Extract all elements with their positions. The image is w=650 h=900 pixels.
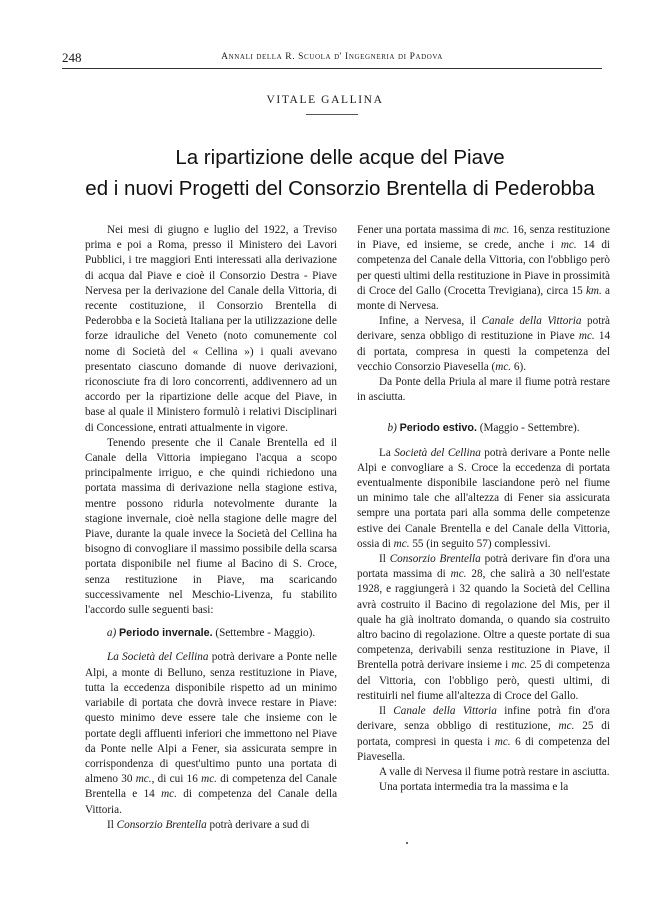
subsection-months: (Settembre - Maggio). xyxy=(215,627,316,640)
paragraph: Una portata intermedia tra la massima e la xyxy=(379,781,569,794)
unit: mc. xyxy=(494,735,511,748)
article-title-line-1: La ripartizione delle acque del Piave xyxy=(175,146,505,169)
text: 6). xyxy=(513,360,527,373)
right-column xyxy=(357,223,610,795)
paragraph xyxy=(357,704,610,765)
text: 55 (in seguito 57) complessivi. xyxy=(412,537,551,550)
italic-term: Società del Cellina xyxy=(394,446,481,459)
paragraph xyxy=(357,446,610,552)
unit: mc. xyxy=(135,773,152,786)
author-divider xyxy=(306,114,358,115)
italic-term: Canale della Vittoria xyxy=(481,315,582,328)
unit: km. xyxy=(585,284,602,297)
subsection-heading-winter xyxy=(85,626,337,641)
unit: mc. xyxy=(511,659,528,672)
page-number: 248 xyxy=(62,50,82,65)
text: 6 di competenza del Piavesella. xyxy=(357,735,610,763)
running-head xyxy=(62,50,602,66)
text: potrà derivare a Ponte nelle Alpi, a monte di Belluno, senza restituzione in Piave, tutta la eccedenza disponibile rispetto ad un minimo variabile di portata che dovrà invece restare in Piave: questo minimo deve essere tale che insieme con le portate degli affluenti inferiori che immettono nel Piave da Ponte nelle Alpi a Fener, sia assicurata sempre in corrispondenza di quest'ultimo punto una portata di almeno 30 xyxy=(85,651,338,786)
journal-title: Annali della R. Scuola d' Ingegneria di Padova xyxy=(221,52,443,62)
text: potrà derivare fin d'ora una portata massima di xyxy=(357,553,611,581)
subsection-title: Periodo invernale. xyxy=(118,627,213,640)
text: La xyxy=(379,446,391,459)
unit: mc. xyxy=(450,568,467,581)
text: 25 di competenza del Vittoria, con l'obbligo però, questi ultimi, di restituirli nel fiume all'altezza di Croce del Gallo. xyxy=(357,659,611,702)
subsection-months: (Maggio - Settembre). xyxy=(479,422,580,435)
header-rule xyxy=(62,68,602,69)
unit: mc. xyxy=(201,773,217,786)
text: , di cui 16 xyxy=(151,773,198,786)
paragraph xyxy=(357,223,610,314)
text: 16, senza restituzione in Piave, ed insieme, se crede, anche i xyxy=(357,224,610,252)
text: 14 di competenza del Canale della Vittoria, con l'obbligo però per questi ultimi della restituzione in Piave in prossimità di Croce del Gallo (Crocetta Trevigiana), circa 15 xyxy=(357,239,611,297)
unit: mc. xyxy=(493,224,510,236)
paragraph xyxy=(357,314,610,375)
paragraph xyxy=(85,650,337,817)
paragraph xyxy=(85,818,337,833)
text: potrà derivare, senza obbligo di restituzione in Piave xyxy=(357,315,611,343)
subsection-title: Periodo estivo. xyxy=(399,422,477,435)
italic-term: Consorzio Brentella xyxy=(116,818,207,831)
text: Il xyxy=(379,553,386,566)
unit: mc. xyxy=(495,360,512,373)
paragraph: Tenendo presente che il Canale Brentella ed il Canale della Vittoria impiegano l'acqua a scopo principalmente irriguo, e che quindi richiedono una portata massima di derivazione nella stagione estiva, mentre possono ridurla notevolmente durante la stagione invernale, cioè nella stagione delle magre del Piave, durante la quale invece la Società del Cellina ha bisogno di convogliare il massimo possibile della scarsa portata disponibile nel fiume al Bacino di S. Croce, senza restituzione in Piave, ma scaricando successivamente nel Meschio-Livenza, fu stabilito l'accordo sulle seguenti basi: xyxy=(85,436,337,617)
subsection-label: b) xyxy=(387,422,397,435)
text: 28, che salirà a 30 nell'estate 1928, e raggiungerà i 32 quando la Società del Cellina avrà costruito il Bacino di regolazione del Mis, per il quale ha già inoltrato domanda, o quando sia costruito altro bacino di regolazione. Oltre a queste portate di sua competenza, derivabili senza restituzione in Piave, il Brentella potrà derivare insieme i xyxy=(357,568,611,672)
paragraph: A valle di Nervesa il fiume potrà restare in asciutta. xyxy=(379,765,610,778)
italic-term: Consorzio Brentella xyxy=(389,553,481,566)
text: Il xyxy=(379,705,386,718)
paragraph: Da Ponte della Priula al mare il fiume potrà restare in asciutta. xyxy=(357,376,610,404)
text: Infine, a Nervesa, il xyxy=(379,315,476,328)
unit: mc. xyxy=(161,788,177,801)
text: di competenza del Canale della Vittoria. xyxy=(85,788,338,816)
italic-term: Canale della Vittoria xyxy=(393,705,497,718)
subsection-label: a) xyxy=(106,627,117,640)
text: potrà derivare a Ponte nelle Alpi e convogliare a S. Croce la eccedenza di portata eventualmente disponibile lasciandone però nel fiume un minimo tale che all'altezza di Fener sia assicurata sempre una portata pari alla somma delle competenze estive dei Canale Brentella e del Canale della Vittoria, ossia di xyxy=(357,446,611,550)
text: potrà derivare a sud di xyxy=(209,818,310,831)
unit: mc. xyxy=(560,239,577,252)
unit: mc. xyxy=(578,330,595,343)
unit: mc. xyxy=(393,537,410,550)
author-name: VITALE GALLINA xyxy=(266,94,384,106)
paragraph: Nei mesi di giugno e luglio del 1922, a Treviso prima e poi a Roma, presso il Ministero dei Lavori Pubblici, i tre maggiori Enti interessati alla derivazione di acqua dal Piave e cioè il Consorzio Destra - Piave Nervesa per la derivazione del Canale della Vittoria, di recente costituzione, il Consorzio Brentella di Pederobba e la Società Italiana per la utilizzazione delle forze idrauliche del Veneto (noto comunemente col nome di Società del « Cellina ») i quali avevano presentato ciascuno domande di nuove derivazioni, riconosciute fra di loro concorrenti, addivennero ad un accordo per la ripartizione delle acque del Piave, in base al quale il Ministero formulò i relativi Disciplinari di Concessione, entrati attualmente in vigore. xyxy=(85,224,337,434)
text: Il xyxy=(107,818,114,831)
text: infine potrà fin d'ora derivare, senza obbligo di restituzione, xyxy=(357,705,611,733)
subsection-heading-summer xyxy=(357,421,610,436)
text: di competenza del Canale Brentella e 14 xyxy=(85,773,337,801)
italic-term: La Società del Cellina xyxy=(107,651,209,664)
article-title-line-2: ed i nuovi Progetti del Consorzio Brentella di Pederobba xyxy=(85,177,595,200)
text: Fener una portata massima di xyxy=(357,224,491,236)
unit: mc. xyxy=(558,720,575,733)
text: a monte di Nervesa. xyxy=(357,284,611,313)
paragraph xyxy=(357,552,610,704)
text: 25 di portata, compresi in questa i xyxy=(357,720,611,748)
left-column xyxy=(85,223,337,833)
ink-speck xyxy=(406,842,408,844)
text: 14 di portata, compresa in questi la competenza del vecchio Consorzio Piavesella ( xyxy=(357,330,611,373)
